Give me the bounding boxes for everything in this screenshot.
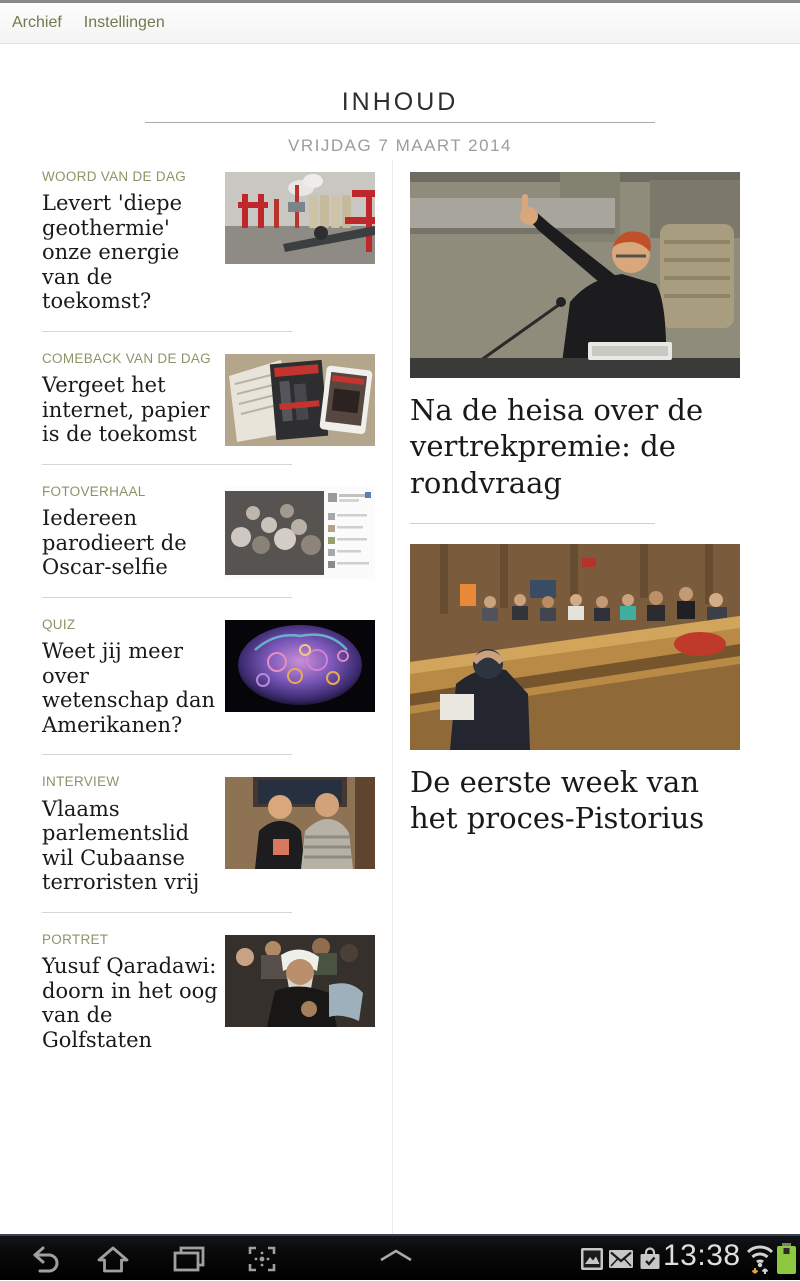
featured-title: Na de heisa over de vertrekpremie: de rondvraag	[410, 393, 704, 500]
header-divider	[145, 122, 655, 123]
magazines-thumbnail[interactable]	[225, 354, 375, 446]
item-divider	[42, 331, 292, 332]
article-category: COMEBACK VAN DE DAG	[42, 351, 211, 367]
clock: 13:38	[663, 1239, 741, 1272]
collapse-chevron-icon[interactable]	[378, 1248, 414, 1267]
portrait-thumbnail[interactable]	[225, 935, 375, 1027]
instellingen-menu-item[interactable]: Instellingen	[83, 14, 165, 31]
battery-icon	[776, 1243, 797, 1280]
list-item[interactable]	[42, 931, 375, 1052]
store-update-notification-icon[interactable]	[638, 1247, 662, 1276]
item-divider	[42, 912, 292, 913]
geothermal-plant-thumbnail[interactable]	[225, 172, 375, 264]
article-category: INTERVIEW	[42, 774, 120, 790]
featured-title: De eerste week van het proces-Pistorius	[410, 764, 705, 835]
home-icon[interactable]	[96, 1245, 130, 1278]
page-header	[0, 88, 800, 117]
featured-divider	[410, 523, 655, 524]
page-date: VRIJDAG 7 MAART 2014	[287, 136, 512, 155]
article-title: Vlaams parlementslid wil Cubaanse terroristen vrij	[42, 796, 200, 895]
page-title: INHOUD	[341, 88, 459, 116]
article-title: Yusuf Qaradawi: doorn in het oog van de Golfstaten	[42, 954, 218, 1052]
email-notification-icon[interactable]	[608, 1247, 634, 1276]
article-title: Vergeet het internet, papier is de toekomst	[42, 373, 210, 447]
action-bar	[0, 3, 800, 44]
screenshot-icon[interactable]	[246, 1245, 278, 1278]
column-divider	[392, 160, 393, 1234]
recent-apps-icon[interactable]	[172, 1245, 206, 1278]
list-item[interactable]	[42, 483, 375, 580]
page-date-wrap	[0, 126, 800, 156]
item-divider	[42, 754, 292, 755]
article-title: Weet jij meer over wetenschap dan Amerikanen?	[42, 639, 215, 737]
featured-list	[410, 172, 740, 836]
featured-article[interactable]	[410, 544, 740, 837]
wifi-icon[interactable]	[746, 1244, 774, 1281]
brain-thumbnail[interactable]	[225, 620, 375, 712]
toc-list	[42, 168, 375, 1052]
list-item[interactable]	[42, 773, 375, 894]
list-item[interactable]	[42, 616, 375, 737]
list-item[interactable]	[42, 350, 375, 447]
article-title: Iedereen parodieert de Oscar-selfie	[42, 506, 187, 580]
article-category: PORTRET	[42, 931, 109, 947]
article-category: WOORD VAN DE DAG	[42, 169, 187, 184]
featured-article[interactable]	[410, 172, 740, 524]
selfie-thumbnail[interactable]	[225, 487, 375, 579]
article-category: FOTOVERHAAL	[42, 483, 146, 499]
item-divider	[42, 597, 292, 598]
system-navigation-bar	[0, 1234, 800, 1280]
item-divider	[42, 464, 292, 465]
courtroom-photo[interactable]	[410, 544, 740, 750]
list-item[interactable]	[42, 168, 375, 314]
parliament-photo[interactable]	[410, 172, 740, 378]
gallery-notification-icon[interactable]	[580, 1247, 604, 1276]
interview-thumbnail[interactable]	[225, 777, 375, 869]
article-category: QUIZ	[42, 616, 76, 632]
article-title: Levert 'diepe geothermie' onze energie van de toekomst?	[42, 191, 183, 314]
back-icon[interactable]	[30, 1245, 64, 1278]
archief-menu-item[interactable]: Archief	[12, 14, 62, 31]
